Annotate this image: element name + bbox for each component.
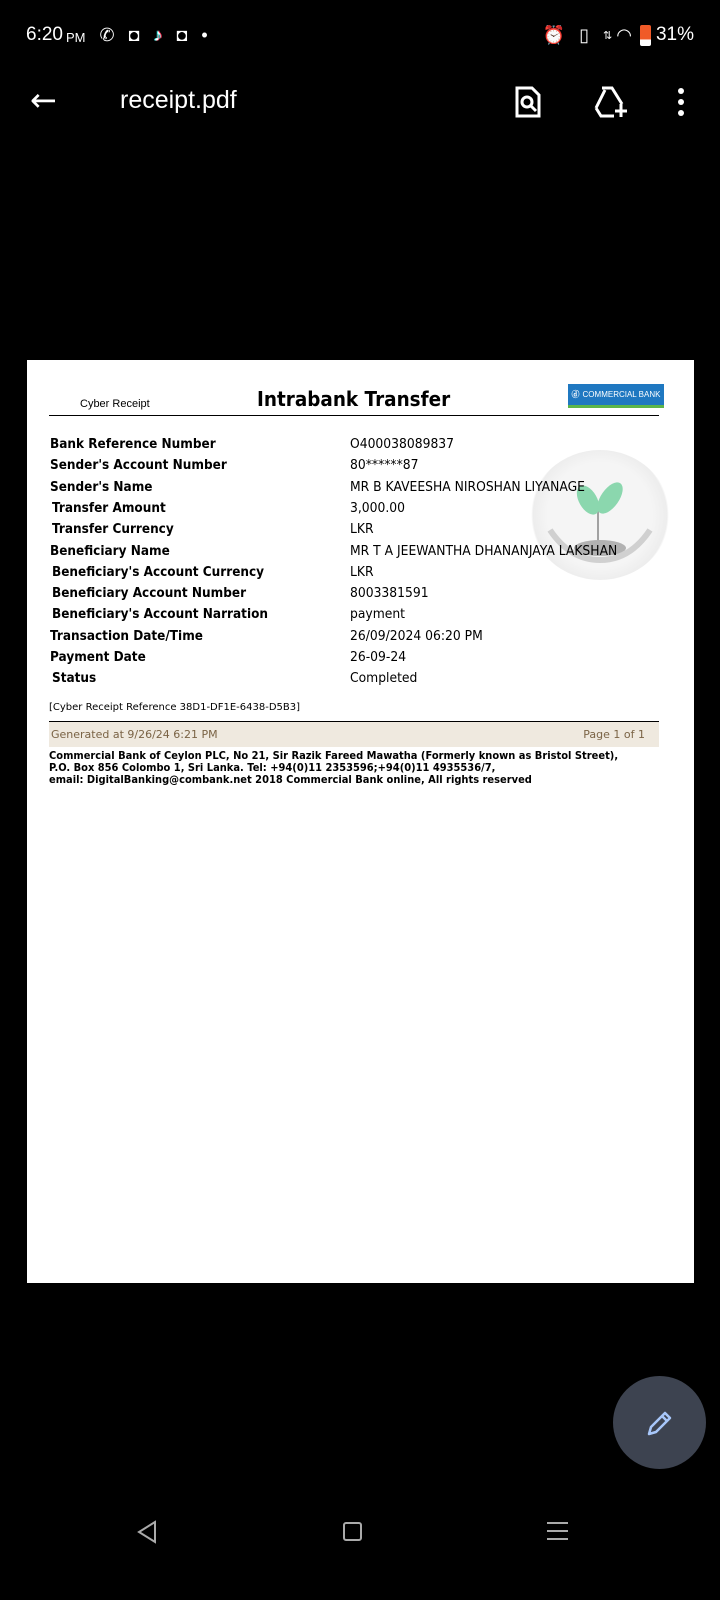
document-heading: Intrabank Transfer [257, 387, 451, 411]
cyber-receipt-reference: [Cyber Receipt Reference 38D1-DF1E-6438-D5B3] [49, 702, 301, 713]
field-value: MR T A JEEWANTHA DHANANJAYA LAKSHAN [350, 543, 618, 559]
status-bar-right [543, 18, 694, 52]
nav-back-icon[interactable] [136, 1520, 158, 1548]
field-value: Completed [350, 671, 418, 687]
more-vert-icon[interactable] [678, 88, 684, 116]
search-document-icon[interactable] [514, 86, 542, 122]
back-arrow-icon[interactable]: ← [30, 81, 57, 119]
sustainability-seal [530, 450, 670, 580]
edit-fab[interactable] [613, 1376, 706, 1469]
field-label: Sender's Name [50, 479, 153, 495]
field-label: Beneficiary Account Number [52, 586, 247, 602]
generated-bar [49, 721, 659, 747]
cyber-receipt-label: Cyber Receipt [80, 398, 150, 410]
field-label: Bank Reference Number [50, 437, 216, 452]
generated-time: Generated at 9/26/24 6:21 PM [51, 728, 218, 741]
status-bar-left [26, 18, 222, 52]
data-icon: ⇅ [603, 29, 613, 42]
field-label: Transaction Date/Time [50, 628, 203, 644]
battery-level: 31% [655, 24, 694, 45]
header-divider [49, 415, 659, 416]
app-icon: ◘ [128, 24, 140, 45]
field-value: 3,000.00 [350, 500, 405, 516]
field-label: Transfer Currency [52, 522, 174, 538]
field-label: Sender's Account Number [50, 458, 227, 474]
field-value: O400038089837 [350, 437, 455, 452]
field-value: 26-09-24 [350, 650, 407, 665]
field-label: Beneficiary's Account Currency [52, 564, 265, 580]
tiktok-icon: ♪ [153, 24, 163, 45]
field-value: 8003381591 [350, 586, 429, 602]
pdf-page [27, 360, 694, 1283]
drive-add-icon[interactable] [592, 86, 630, 122]
battery-icon [640, 25, 651, 46]
field-value: 80******87 [350, 458, 419, 474]
field-label: Status [52, 671, 97, 687]
field-label: Payment Date [50, 650, 146, 665]
footer-line: Commercial Bank of Ceylon PLC, No 21, Sir Razik Fareed Mawatha (Formerly known as Bristol Street), [49, 749, 619, 762]
logo-text: COMMERCIAL BANK [582, 390, 661, 399]
pencil-icon [644, 1407, 676, 1439]
dot-icon: • [201, 24, 208, 45]
field-label: Beneficiary's Account Narration [52, 607, 269, 623]
clock: 6:20 [26, 24, 63, 45]
clock-ampm: PM [65, 29, 86, 45]
whatsapp-icon: ✆ [99, 24, 115, 45]
app-icon: ◘ [176, 24, 188, 45]
page-count: Page 1 of 1 [583, 728, 645, 741]
document-title: receipt.pdf [120, 86, 237, 114]
bank-footer [49, 750, 661, 786]
footer-line: P.O. Box 856 Colombo 1, Sri Lanka. Tel: +94(0)11 2353596;+94(0)11 4935536/7, [49, 761, 496, 774]
footer-line: email: DigitalBanking@combank.net 2018 Commercial Bank online, All rights reserved [49, 773, 532, 786]
field-value: payment [350, 607, 406, 623]
wifi-icon: ◠ [616, 24, 632, 45]
commercial-bank-logo: ⓓ COMMERCIAL BANK [568, 384, 664, 408]
field-value: MR B KAVEESHA NIROSHAN LIYANAGE [350, 479, 585, 495]
field-value: LKR [350, 522, 374, 538]
vibrate-icon: ▯ [579, 24, 590, 45]
field-value: 26/09/2024 06:20 PM [350, 628, 483, 644]
field-value: LKR [350, 564, 374, 580]
field-label: Beneficiary Name [50, 543, 170, 559]
alarm-icon: ⏰ [542, 24, 566, 45]
nav-home-icon[interactable] [343, 1522, 362, 1541]
nav-recents-icon[interactable] [547, 1522, 568, 1540]
field-label: Transfer Amount [52, 500, 166, 516]
